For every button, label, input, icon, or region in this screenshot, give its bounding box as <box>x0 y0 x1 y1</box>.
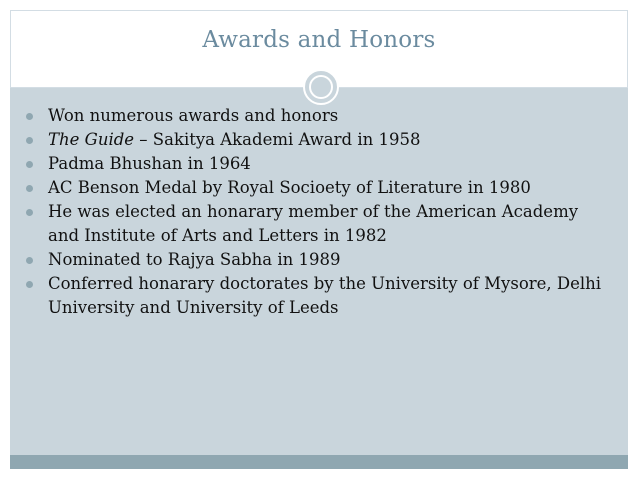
bottom-band <box>10 455 628 469</box>
bullet-text: – Sakitya Akademi Award in 1958 <box>134 130 421 149</box>
bullet-dot-icon <box>26 257 33 264</box>
bullet-item <box>14 248 614 272</box>
bullet-dot-icon <box>26 281 33 288</box>
bullet-dot-icon <box>26 185 33 192</box>
bullet-dot-icon <box>26 209 33 216</box>
bullet-dot-icon <box>26 137 33 144</box>
bullet-text: Conferred honarary doctorates by the University of Mysore, Delhi University and University of Leeds <box>48 274 602 317</box>
bullet-text: AC Benson Medal by Royal Socioety of Literature in 1980 <box>48 178 531 197</box>
bullet-item <box>14 200 614 248</box>
bullet-item <box>14 152 614 176</box>
book-title: The Guide <box>48 130 135 149</box>
bullet-dot-icon <box>26 113 33 120</box>
bullet-text: He was elected an honarary member of the American Academy and Institute of Arts and Letters in 1982 <box>48 202 579 245</box>
bullet-text: Padma Bhushan in 1964 <box>48 154 251 173</box>
bullet-list <box>14 104 614 320</box>
bullet-item <box>14 272 614 320</box>
bullet-item <box>14 104 614 128</box>
slide-title: Awards and Honors <box>202 27 436 53</box>
bullet-item <box>14 176 614 200</box>
bullet-text: Won numerous awards and honors <box>48 106 339 125</box>
circle-divider-icon <box>303 69 339 105</box>
bullet-item <box>14 128 614 152</box>
bullet-dot-icon <box>26 161 33 168</box>
bullet-text: Nominated to Rajya Sabha in 1989 <box>48 250 341 269</box>
